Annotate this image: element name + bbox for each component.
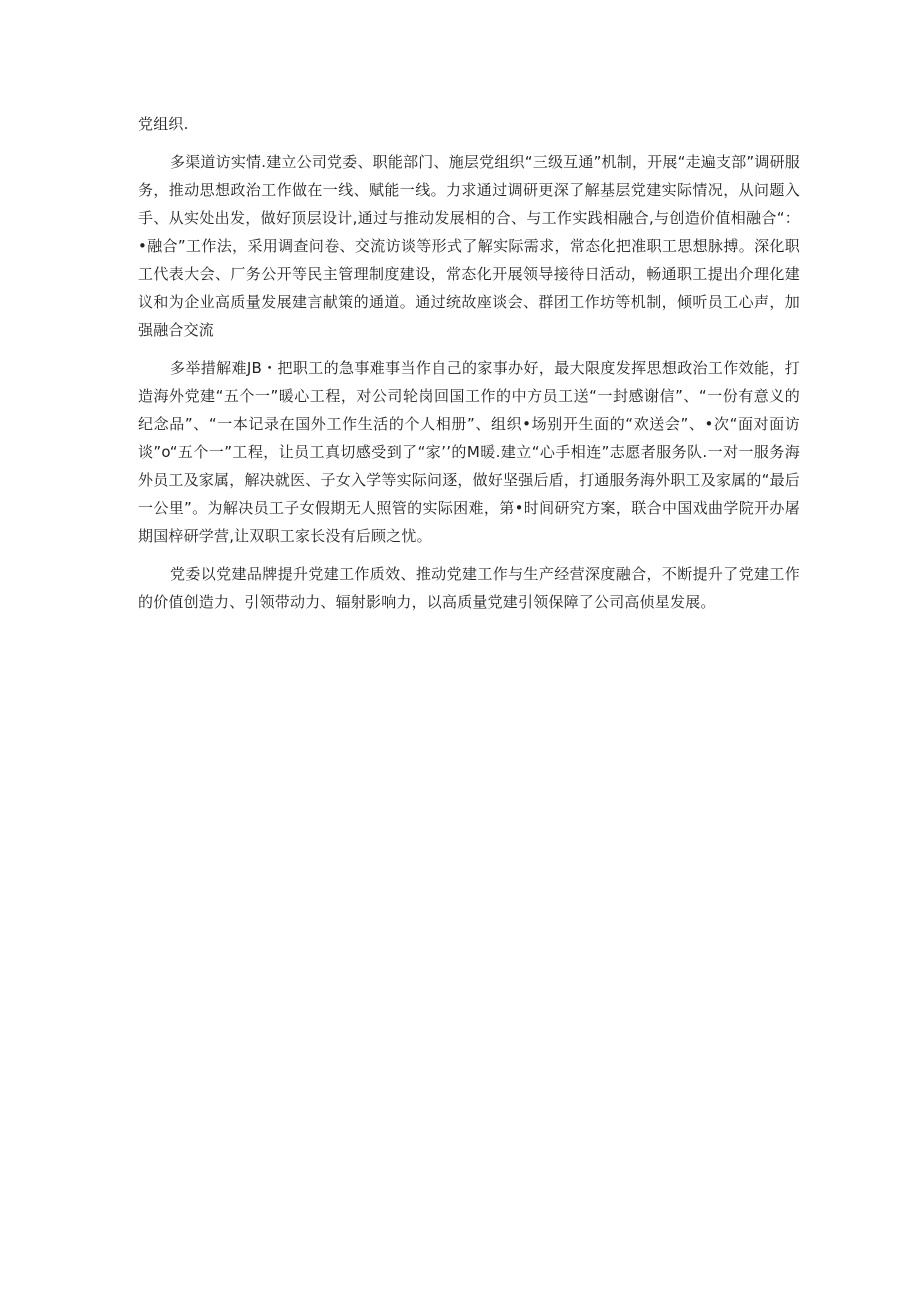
- document-body: [138, 110, 800, 626]
- paragraph-3: 多举措解难JB・把职工的急事难事当作自己的家事办好，最大限度发挥思想政治工作效能，打造海外党建“五个一”暖心工程，对公司轮岗回国工作的中方员工送“一封感谢信”、“一份有意义的纪念品”、“一本记录在国外工作生活的个人相册”、组织•场别开生面的“欢送会”、•次“面对面访谈”o“五个一”工程，让员工真切感受到了“家’’的M暖.建立“心手相连”志愿者服务队.一对一服务海外员工及家属，解决就医、子女入学等实际问逐，做好坚强后盾，打通服务海外职工及家属的“最后一公里”。为解决员工子女假期无人照管的实际困难，第•时间研究方案，联合中国戏曲学院开办屠期国梓研学营,让双职工家长没有后顾之忧。: [138, 359, 800, 545]
- paragraph-2: 多渠道访实情.建立公司党委、职能部门、施层党组织“三级互通”机制，开展“走遍支部”调研服务，推动思想政治工作做在一线、赋能一线。力求通过调研更深了解基层党建实际情况，从问题入手、从实处出发，做好顶层设计,通过与推动发展相的合、与工作实践相融合,与创造价值相融合“：•融合”工作法，采用调查问卷、交流访谈等形式了解实际需求，常态化把准职工思想脉搏。深化职工代表大会、厂务公开等民主管理制度建设，常态化开展领导接待日活动，畅通职工提出介理化建议和为企业高质量发展建言献策的通道。通过统故座谈会、群团工作坊等机制，倾听员工心声，加强融合交流: [138, 153, 800, 339]
- paragraph-4: 党委以党建品牌提升党建工作质效、推动党建工作与生产经营深度融合，不断提升了党建工作的价值创造力、引领带动力、辐射影响力，以高质量党建引领保障了公司高侦星发展。: [138, 565, 800, 611]
- paragraph-1: 党组织.: [138, 115, 189, 133]
